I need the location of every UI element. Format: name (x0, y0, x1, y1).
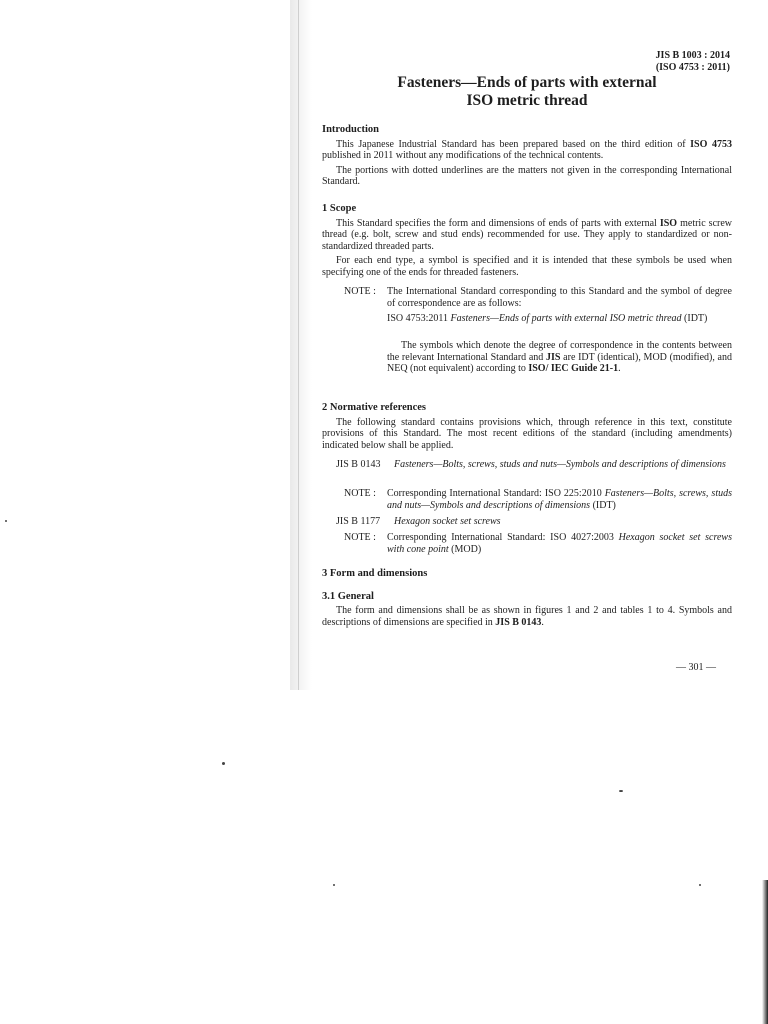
text-run: (IDT) (681, 313, 708, 324)
normative-references-heading: 2 Normative references (322, 402, 426, 413)
text-run: (MOD) (448, 543, 482, 555)
introduction-heading: Introduction (322, 124, 379, 135)
iso-guide-reference: ISO/ IEC Guide 21-1 (528, 363, 619, 374)
scan-shadow (290, 0, 312, 690)
scope-note-reference (387, 313, 732, 325)
text-run: . (541, 616, 544, 628)
introduction-paragraph-2: The portions with dotted underlines are the matters not given in the corresponding International Standard. (322, 164, 732, 187)
text-run: are IDT (identical), MOD (modified), and NEQ (not equivalent) according to (387, 351, 732, 374)
reference-2-note-label: NOTE : (344, 532, 376, 543)
jis-reference: JIS B 0143 (495, 616, 542, 628)
jis-number: JIS B 1003 : 2014 (655, 50, 730, 61)
text-run: The symbols which denote the degree of correspondence in the contents between the relevant International Standard and (387, 340, 732, 363)
scan-speck (222, 762, 225, 765)
normative-references-paragraph: The following standard contains provisions which, through reference in this text, constitute provisions of this Standard. The most recent editions of the standard (including amendments) indicated below shall be applied. (322, 416, 732, 451)
normative-references-section (322, 402, 732, 451)
text-run: Corresponding International Standard: ISO 225:2010 (387, 488, 605, 499)
text-run: This Japanese Industrial Standard has been prepared based on the third edition of (336, 138, 691, 150)
scope-note-text: The International Standard corresponding to this Standard and the symbol of degree of correspondence are as follows: (387, 286, 732, 309)
iso-reference: ISO (659, 217, 678, 229)
title-line-1: Fasteners—Ends of parts with external (397, 74, 657, 91)
introduction-paragraph-1 (322, 139, 732, 162)
reference-2-title: Hexagon socket set screws (394, 516, 501, 527)
reference-1-title: Fasteners—Bolts, screws, studs and nuts—Symbols and descriptions of dimensions (394, 459, 726, 470)
scan-speck (333, 884, 335, 886)
reference-1-note-label: NOTE : (344, 488, 376, 499)
page-number: — 301 — (676, 662, 716, 673)
reference-title: Fasteners—Bolts, screws, studs and nuts—Symbols and descriptions of dimensions (387, 488, 732, 511)
iso-reference: ISO 4753 (690, 138, 732, 150)
jis-reference: JIS (546, 351, 561, 363)
reference-2-code: JIS B 1177 (336, 516, 381, 527)
scan-speck (699, 884, 701, 886)
scan-right-edge (762, 880, 768, 1024)
text-run: The form and dimensions shall be as shown in figures 1 and 2 and tables 1 to 4. Symbols and descriptions of dimensions are specified in (322, 605, 732, 628)
general-paragraph (322, 605, 732, 628)
scope-section (322, 203, 732, 278)
text-run: . (618, 363, 621, 374)
introduction-section (322, 124, 732, 188)
scope-paragraph-2: For each end type, a symbol is specified and it is intended that these symbols be used when specifying one of the ends for threaded fasteners. (322, 255, 732, 278)
text-run: metric screw thread (e.g. bolt, screw and stud ends) recommended for use. They apply to standardized or non-standardized threaded parts. (322, 217, 732, 252)
scope-paragraph-1 (322, 218, 732, 253)
scope-heading: 1 Scope (322, 203, 357, 214)
scan-edge-line (298, 0, 299, 690)
reference-2-note (387, 532, 732, 555)
text-run: published in 2011 without any modifications of the technical contents. (322, 150, 604, 161)
scope-note-label: NOTE : (344, 286, 376, 297)
text-run: (IDT) (590, 499, 616, 511)
reference-title: Fasteners—Ends of parts with external ISO metric thread (450, 313, 682, 324)
standard-identifier (656, 50, 730, 74)
text-run: This Standard specifies the form and dimensions of ends of parts with external (336, 217, 660, 229)
document-title (322, 74, 732, 110)
reference-1-note (387, 488, 732, 511)
scan-speck (619, 790, 623, 792)
scope-note-symbols (387, 340, 732, 375)
title-line-2: ISO metric thread (466, 92, 588, 109)
text-run: Corresponding International Standard: ISO 4027:2003 (387, 532, 619, 543)
text-run: ISO 4753:2011 (387, 313, 451, 324)
iso-number: (ISO 4753 : 2011) (655, 62, 730, 73)
reference-1-code: JIS B 0143 (336, 459, 381, 470)
form-dimensions-heading: 3 Form and dimensions (322, 568, 428, 579)
general-subheading: 3.1 General (322, 590, 374, 602)
reference-title: Hexagon socket set screws with cone point (387, 532, 732, 555)
form-dimensions-section (322, 568, 732, 628)
scan-speck (5, 520, 7, 522)
